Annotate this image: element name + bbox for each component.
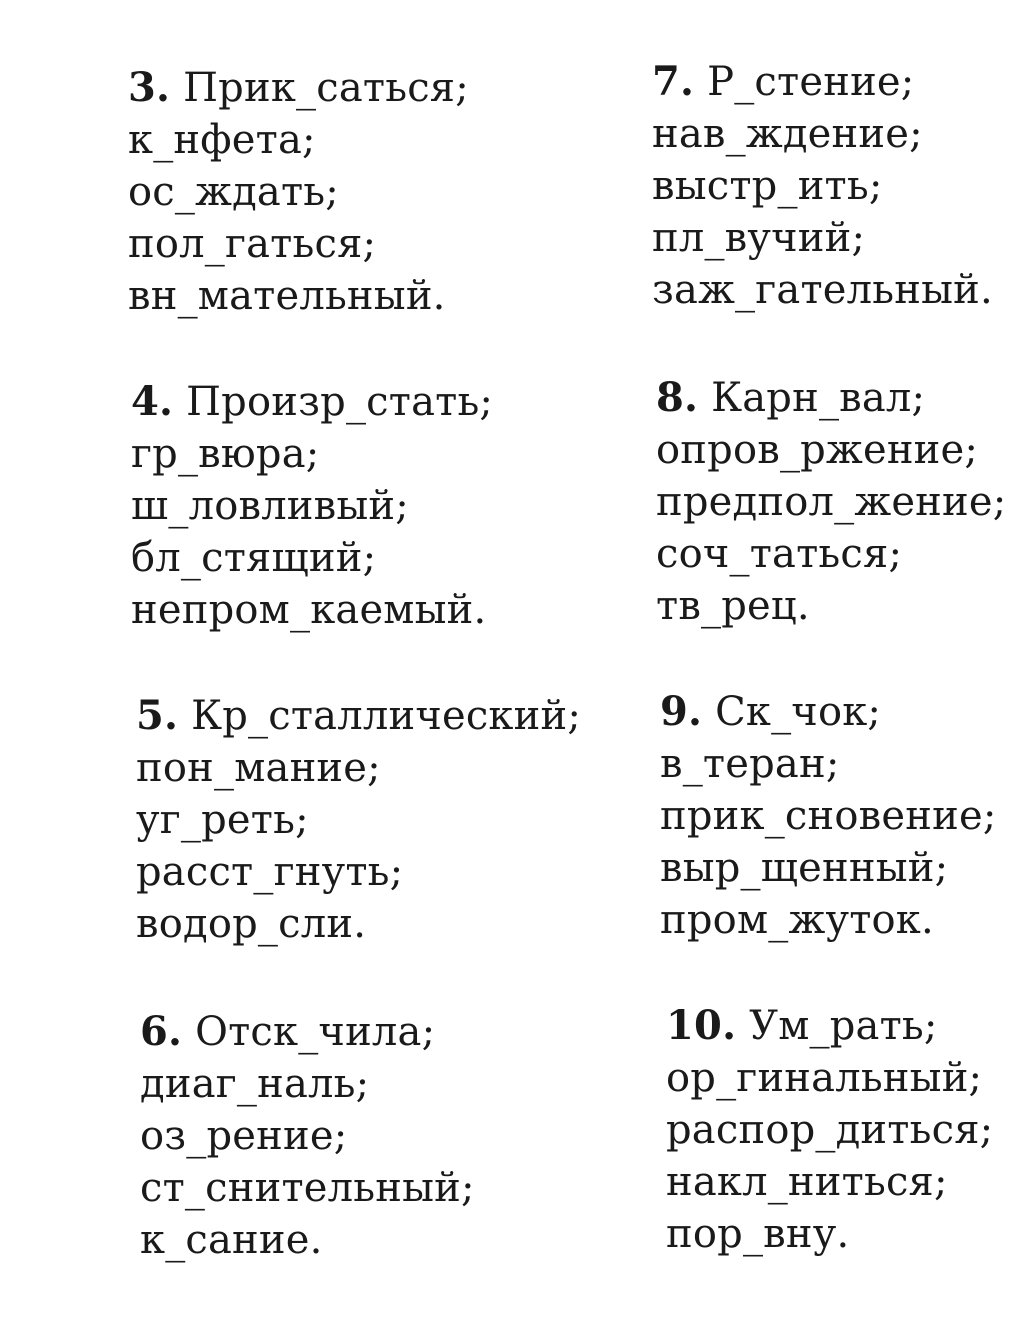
word: гр_вюра; — [131, 431, 320, 477]
word: ст_снительный; — [140, 1165, 475, 1211]
word: Отск_чила; — [195, 1009, 436, 1055]
word: расст_гнуть; — [136, 849, 404, 895]
exercise-10 — [666, 1000, 1025, 1260]
word: пор_вну. — [666, 1211, 850, 1257]
word: Ум_рать; — [749, 1003, 938, 1049]
exercise-number: 10. — [666, 1002, 737, 1049]
exercise-number: 9. — [660, 688, 703, 735]
exercise-first-line — [131, 376, 571, 428]
word: ос_ждать; — [128, 169, 339, 215]
exercise-3 — [128, 62, 568, 322]
word: нав_ждение; — [652, 111, 923, 157]
word: к_сание. — [140, 1217, 323, 1263]
exercise-number: 7. — [652, 58, 695, 105]
word: оз_рение; — [140, 1113, 348, 1159]
word: заж_гательный. — [652, 267, 993, 313]
word: выр_щенный; — [660, 845, 949, 891]
exercise-first-line — [128, 62, 568, 114]
exercise-first-line — [652, 56, 1025, 108]
exercise-4 — [131, 376, 571, 636]
exercise-first-line — [660, 686, 1025, 738]
word: накл_ниться; — [666, 1159, 948, 1205]
exercise-number: 3. — [128, 64, 171, 111]
word: непром_каемый. — [131, 587, 487, 633]
word: Р_стение; — [707, 59, 915, 105]
word: диаг_наль; — [140, 1061, 370, 1107]
word: пон_мание; — [136, 745, 381, 791]
exercise-9 — [660, 686, 1025, 946]
exercise-6 — [140, 1006, 580, 1266]
word: пром_жуток. — [660, 897, 934, 943]
word: пл_вучий; — [652, 215, 866, 261]
word: тв_рец. — [656, 583, 810, 629]
exercise-first-line — [140, 1006, 580, 1058]
word: Прик_саться; — [183, 65, 469, 111]
word: пол_гаться; — [128, 221, 377, 267]
word: Ск_чок; — [715, 689, 882, 735]
exercise-first-line — [136, 690, 582, 742]
exercise-number: 8. — [656, 374, 699, 421]
word: соч_таться; — [656, 531, 903, 577]
exercise-7 — [652, 56, 1025, 316]
exercise-8 — [656, 372, 1025, 632]
word: водор_сли. — [136, 901, 367, 947]
word: к_нфета; — [128, 117, 316, 163]
exercise-number: 4. — [131, 378, 174, 425]
word: бл_стящий; — [131, 535, 377, 581]
word: Произр_стать; — [186, 379, 494, 425]
word: распор_диться; — [666, 1107, 994, 1153]
word: прик_сновение; — [660, 793, 997, 839]
word: Кр_сталлический; — [191, 693, 582, 739]
word: в_теран; — [660, 741, 840, 787]
word: вн_мательный. — [128, 273, 446, 319]
word: опров_ржение; — [656, 427, 979, 473]
word: ор_гинальный; — [666, 1055, 983, 1101]
exercise-5 — [136, 690, 582, 950]
exercise-first-line — [656, 372, 1025, 424]
word: уг_реть; — [136, 797, 309, 843]
exercise-first-line — [666, 1000, 1025, 1052]
word: Карн_вал; — [711, 375, 926, 421]
exercise-number: 5. — [136, 692, 179, 739]
word: ш_ловливый; — [131, 483, 409, 529]
word: предпол_жение; — [656, 479, 1007, 525]
word: выстр_ить; — [652, 163, 883, 209]
exercise-number: 6. — [140, 1008, 183, 1055]
